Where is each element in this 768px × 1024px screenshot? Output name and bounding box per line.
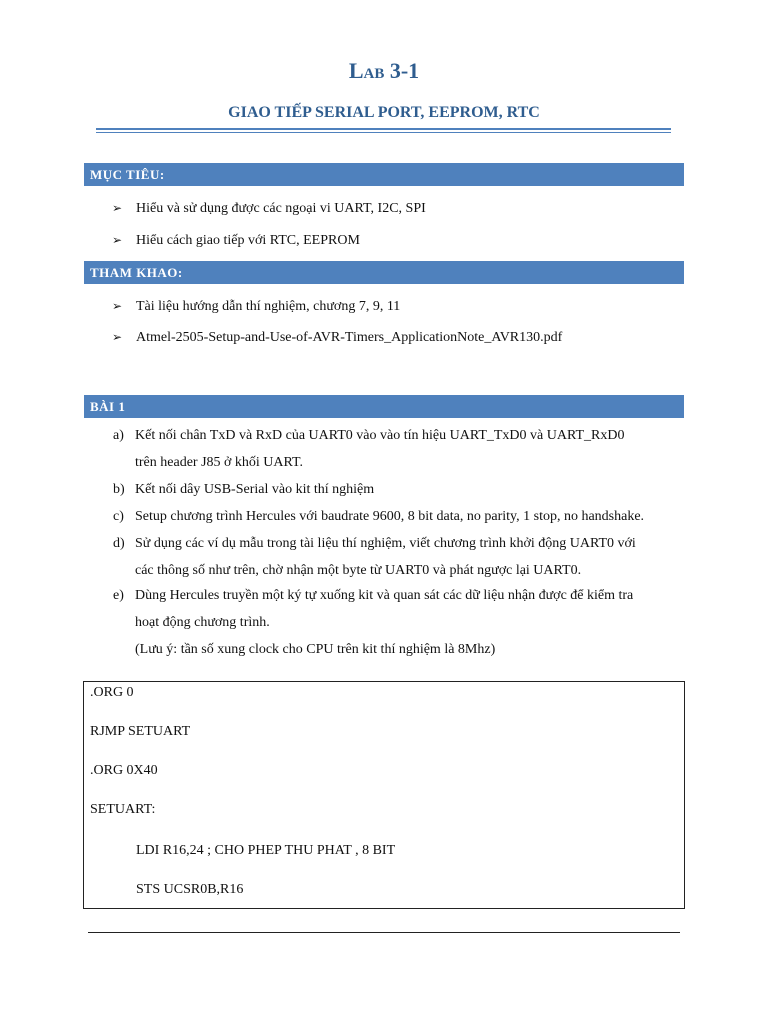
task-text: trên header J85 ở khối UART. bbox=[135, 455, 304, 470]
task-text: Setup chương trình Hercules với baudrate 9600, 8 bit data, no parity, 1 stop, no handshake. bbox=[135, 509, 645, 524]
code-block bbox=[83, 681, 685, 909]
list-item-text: Tài liệu hướng dẫn thí nghiệm, chương 7, 9, 11 bbox=[136, 299, 401, 314]
page-title: Lab 3-1 bbox=[348, 58, 420, 83]
task-marker: a) bbox=[113, 428, 124, 443]
task-text: hoạt động chương trình. bbox=[135, 615, 270, 630]
task-text: Kết nối dây USB-Serial vào kit thí nghiệm bbox=[135, 482, 375, 497]
task-marker: e) bbox=[113, 588, 124, 603]
task-text: Sử dụng các ví dụ mẫu trong tài liệu thí nghiệm, viết chương trình khởi động UART0 với bbox=[135, 536, 636, 551]
list-item bbox=[112, 231, 360, 250]
task-text: các thông số như trên, chờ nhận một byte từ UART0 và phát ngược lại UART0. bbox=[135, 563, 582, 578]
code-line: LDI R16,24 ; CHO PHEP THU PHAT , 8 BIT bbox=[136, 843, 396, 858]
section-heading-bai-1: BÀI 1 bbox=[84, 395, 684, 418]
list-item-text: Hiểu và sử dụng được các ngoại vi UART, I2C, SPI bbox=[136, 201, 426, 216]
footer-divider bbox=[88, 932, 680, 933]
task-note: (Lưu ý: tần số xung clock cho CPU trên kit thí nghiệm là 8Mhz) bbox=[135, 642, 496, 657]
code-line: STS UCSR0B,R16 bbox=[136, 882, 244, 897]
arrow-bullet-icon: ➢ bbox=[112, 233, 123, 247]
task-marker: b) bbox=[113, 482, 125, 497]
list-item bbox=[112, 199, 426, 218]
title-divider bbox=[96, 128, 671, 130]
code-line: .ORG 0X40 bbox=[90, 763, 158, 778]
list-item-text: Atmel-2505-Setup-and-Use-of-AVR-Timers_ApplicationNote_AVR130.pdf bbox=[136, 330, 563, 345]
task-text: Dùng Hercules truyền một ký tự xuống kit và quan sát các dữ liệu nhận được để kiểm tra bbox=[135, 588, 634, 603]
task-marker: d) bbox=[113, 536, 125, 551]
arrow-bullet-icon: ➢ bbox=[112, 330, 123, 344]
list-item bbox=[112, 328, 562, 347]
code-line: .ORG 0 bbox=[90, 685, 134, 700]
page-subtitle: GIAO TIẾP SERIAL PORT, EEPROM, RTC bbox=[228, 104, 540, 121]
list-item bbox=[112, 297, 400, 316]
arrow-bullet-icon: ➢ bbox=[112, 201, 123, 215]
task-marker: c) bbox=[113, 509, 124, 524]
code-line: RJMP SETUART bbox=[90, 724, 191, 739]
section-heading-muc-tieu: MỤC TIÊU: bbox=[84, 163, 684, 186]
list-item-text: Hiểu cách giao tiếp với RTC, EEPROM bbox=[136, 233, 360, 248]
arrow-bullet-icon: ➢ bbox=[112, 299, 123, 313]
task-text: Kết nối chân TxD và RxD của UART0 vào vào tín hiệu UART_TxD0 và UART_RxD0 bbox=[135, 428, 625, 443]
title-divider-thin bbox=[96, 132, 671, 133]
section-heading-tham-khao: THAM KHAO: bbox=[84, 261, 684, 284]
code-line: SETUART: bbox=[90, 802, 156, 817]
